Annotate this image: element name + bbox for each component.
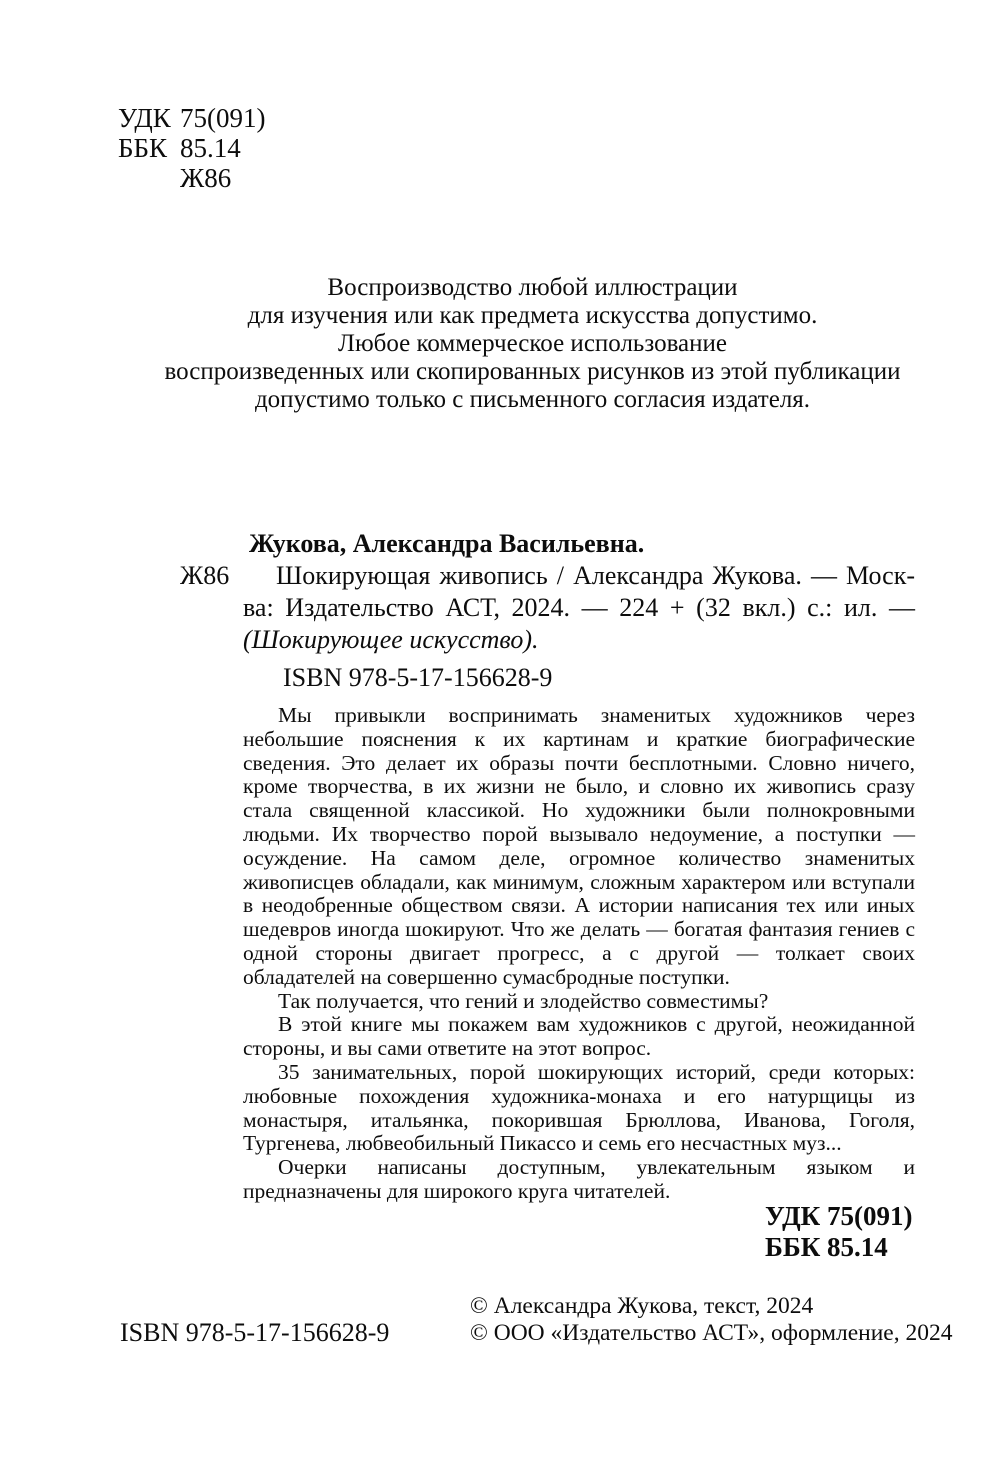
annotation-paragraph: Так получается, что гений и злодейство совместимы?	[278, 988, 769, 1013]
udk-label: УДК	[118, 103, 171, 133]
bib-series-line: (Шокирующее искусство).	[243, 625, 539, 654]
bottom-classification-codes	[765, 1201, 912, 1263]
bibliographic-entry	[243, 528, 915, 694]
author-sign-value: Ж86	[180, 163, 232, 193]
udk-value: 75(091)	[180, 103, 266, 133]
udk-code-bold: УДК 75(091)	[765, 1201, 913, 1231]
reproduction-permission-notice	[150, 274, 915, 414]
bib-title-line: Шокирующая живопись / Александра Жукова. — Моск-	[276, 561, 915, 590]
footer-isbn: ISBN 978-5-17-156628-9	[120, 1318, 390, 1347]
bib-author-line: Жукова, Александра Васильевна.	[249, 529, 645, 558]
author-sign-spacer	[118, 163, 180, 193]
bbk-code-bold: ББК 85.14	[765, 1232, 888, 1262]
annotation-paragraph: 35 занимательных, порой шокирующих историй, среди которых: любовные похождения художника-монаха и его натурщицы из монастыря, итальянка, покорившая Брюллова, Иванова, Гоголя, Тургенева, любвеобильный Пикассо и семь его несчастных муз...	[243, 1059, 915, 1156]
author-sign-row	[118, 163, 265, 193]
permission-line: воспроизведенных или скопированных рисунков из этой публикации	[164, 358, 901, 385]
annotation-text	[243, 704, 915, 1204]
copyright-author: © Александра Жукова, текст, 2024	[470, 1293, 814, 1319]
bib-isbn: ISBN 978-5-17-156628-9	[283, 663, 553, 692]
top-classification-codes	[118, 103, 265, 193]
permission-line: для изучения или как предмета искусства допустимо.	[247, 302, 818, 329]
annotation-paragraph: Мы привыкли воспринимать знаменитых художников через небольшие пояснения к их картинам и краткие биографические сведения. Это делает их образы почти бесплотными. Словно ничего, кроме творчества, в их жизни не было, и словно их живопись сразу стала священной классикой. Но художники были полнокровными людьми. Их творчество порой вызывало недоумение, а поступки — осуждение. На самом деле, огромное количество знаменитых живописцев обладали, как минимум, сложным характером или вступали в неодобренные обществом связи. А истории написания тех или иных шедевров иногда шокируют. Что же делать — богатая фантазия гениев с одной стороны двигает прогресс, а с другой — толкает своих обладателей на совершенно сумасбродные поступки.	[243, 703, 915, 989]
bib-margin-author-sign: Ж86	[180, 561, 230, 590]
permission-line: Воспроизводство любой иллюстрации	[327, 274, 738, 301]
copyright-block	[470, 1293, 952, 1346]
bbk-label: ББК	[118, 133, 168, 163]
udk-row	[118, 103, 265, 133]
bib-publisher-line: ва: Издательство АСТ, 2024. — 224 + (32 вкл.) с.: ил. —	[243, 593, 915, 622]
bbk-value: 85.14	[180, 133, 241, 163]
annotation-paragraph: Очерки написаны доступным, увлекательным языком и предназначены для широкого круга читателей.	[243, 1155, 915, 1203]
copyright-publisher: © ООО «Издательство АСТ», оформление, 2024	[470, 1319, 953, 1346]
bbk-row	[118, 133, 265, 163]
annotation-paragraph: В этой книге мы покажем вам художников с другой, неожиданной стороны, и вы сами ответите на этот вопрос.	[243, 1012, 915, 1061]
permission-line: Любое коммерческое использование	[338, 330, 727, 357]
permission-line: допустимо только с письменного согласия издателя.	[254, 386, 811, 413]
